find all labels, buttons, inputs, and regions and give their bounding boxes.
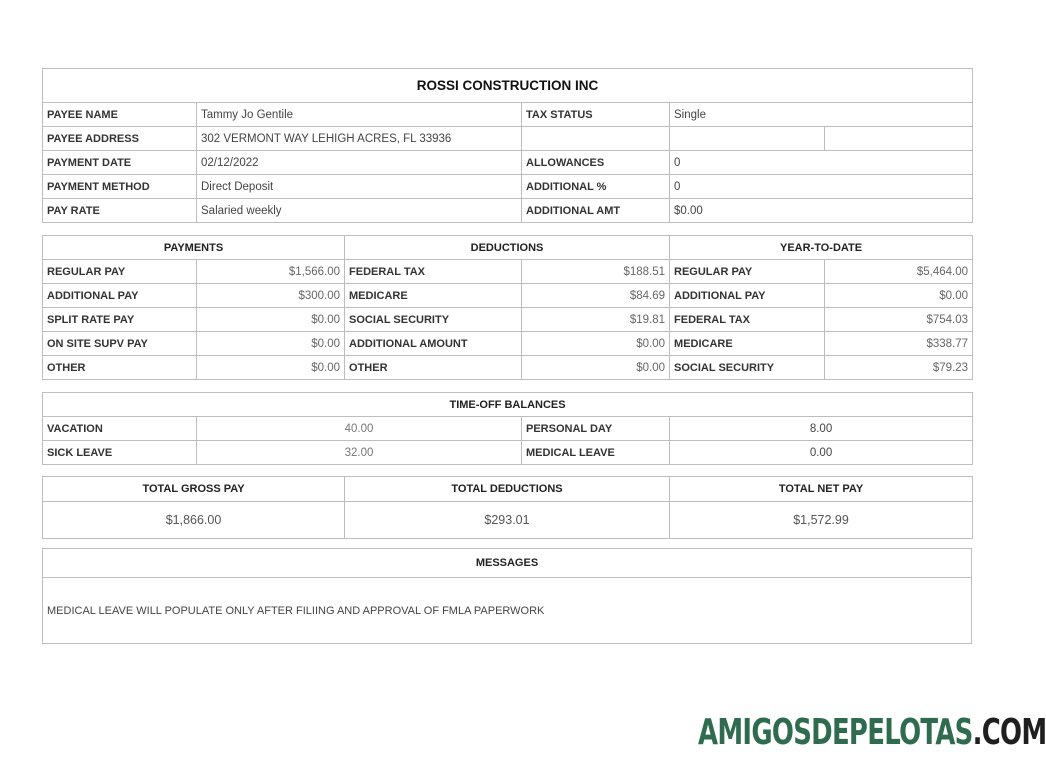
- deduction-value: $84.69: [522, 284, 670, 308]
- payment-label: OTHER: [43, 356, 197, 380]
- sick-leave-value: 32.00: [197, 441, 522, 465]
- totals-table: [42, 476, 973, 539]
- messages-table: [42, 548, 972, 644]
- payment-date: 02/12/2022: [197, 151, 522, 175]
- ytd-value: $754.03: [825, 308, 973, 332]
- messages-header: MESSAGES: [43, 549, 972, 578]
- ytd-value: $338.77: [825, 332, 973, 356]
- deduction-value: $0.00: [522, 356, 670, 380]
- tax-status: Single: [670, 103, 973, 127]
- table-row: [43, 332, 973, 356]
- deduction-value: $19.81: [522, 308, 670, 332]
- table-row: [43, 308, 973, 332]
- payment-value: $0.00: [197, 308, 345, 332]
- payment-method-label: PAYMENT METHOD: [43, 175, 197, 199]
- payment-date-label: PAYMENT DATE: [43, 151, 197, 175]
- allowances-label: ALLOWANCES: [522, 151, 670, 175]
- empty-cell: [825, 127, 973, 151]
- payment-label: ADDITIONAL PAY: [43, 284, 197, 308]
- payment-label: SPLIT RATE PAY: [43, 308, 197, 332]
- deduction-value: $188.51: [522, 260, 670, 284]
- payments-header: PAYMENTS: [43, 236, 345, 260]
- payment-value: $0.00: [197, 356, 345, 380]
- additional-amt-label: ADDITIONAL AMT: [522, 199, 670, 223]
- watermark-tld: .COM: [972, 712, 1046, 753]
- total-deductions-value: $293.01: [345, 502, 670, 539]
- ytd-label: FEDERAL TAX: [670, 308, 825, 332]
- additional-amt: $0.00: [670, 199, 973, 223]
- payment-value: $300.00: [197, 284, 345, 308]
- ytd-value: $0.00: [825, 284, 973, 308]
- deduction-label: FEDERAL TAX: [345, 260, 522, 284]
- pay-rate-label: PAY RATE: [43, 199, 197, 223]
- net-pay-value: $1,572.99: [670, 502, 973, 539]
- deduction-label: ADDITIONAL AMOUNT: [345, 332, 522, 356]
- ytd-label: REGULAR PAY: [670, 260, 825, 284]
- payment-value: $0.00: [197, 332, 345, 356]
- sick-leave-label: SICK LEAVE: [43, 441, 197, 465]
- additional-pct-label: ADDITIONAL %: [522, 175, 670, 199]
- timeoff-table: [42, 392, 973, 465]
- table-row: [43, 260, 973, 284]
- payment-label: ON SITE SUPV PAY: [43, 332, 197, 356]
- ytd-header: YEAR-TO-DATE: [670, 236, 973, 260]
- vacation-label: VACATION: [43, 417, 197, 441]
- deductions-header: DEDUCTIONS: [345, 236, 670, 260]
- tax-status-label: TAX STATUS: [522, 103, 670, 127]
- payee-name: Tammy Jo Gentile: [197, 103, 522, 127]
- payee-address-label: PAYEE ADDRESS: [43, 127, 197, 151]
- message-text: MEDICAL LEAVE WILL POPULATE ONLY AFTER FILIING AND APPROVAL OF FMLA PAPERWORK: [43, 578, 972, 644]
- deduction-label: SOCIAL SECURITY: [345, 308, 522, 332]
- table-row: [43, 284, 973, 308]
- company-name: ROSSI CONSTRUCTION INC: [43, 69, 973, 103]
- net-pay-label: TOTAL NET PAY: [670, 477, 973, 502]
- payee-address: 302 VERMONT WAY LEHIGH ACRES, FL 33936: [197, 127, 522, 151]
- ytd-label: ADDITIONAL PAY: [670, 284, 825, 308]
- payment-label: REGULAR PAY: [43, 260, 197, 284]
- empty-cell: [522, 127, 670, 151]
- deduction-value: $0.00: [522, 332, 670, 356]
- gross-pay-value: $1,866.00: [43, 502, 345, 539]
- payment-value: $1,566.00: [197, 260, 345, 284]
- ytd-label: SOCIAL SECURITY: [670, 356, 825, 380]
- deduction-label: MEDICARE: [345, 284, 522, 308]
- medical-leave-label: MEDICAL LEAVE: [522, 441, 670, 465]
- earnings-table: [42, 235, 973, 380]
- payment-method: Direct Deposit: [197, 175, 522, 199]
- deduction-label: OTHER: [345, 356, 522, 380]
- empty-cell: [670, 127, 825, 151]
- additional-pct: 0: [670, 175, 973, 199]
- payee-name-label: PAYEE NAME: [43, 103, 197, 127]
- ytd-value: $79.23: [825, 356, 973, 380]
- vacation-value: 40.00: [197, 417, 522, 441]
- total-deductions-label: TOTAL DEDUCTIONS: [345, 477, 670, 502]
- pay-rate: Salaried weekly: [197, 199, 522, 223]
- timeoff-header: TIME-OFF BALANCES: [43, 393, 973, 417]
- allowances: 0: [670, 151, 973, 175]
- table-row: [43, 356, 973, 380]
- gross-pay-label: TOTAL GROSS PAY: [43, 477, 345, 502]
- personal-day-label: PERSONAL DAY: [522, 417, 670, 441]
- medical-leave-value: 0.00: [670, 441, 973, 465]
- ytd-value: $5,464.00: [825, 260, 973, 284]
- watermark-logo: [698, 712, 1046, 753]
- ytd-label: MEDICARE: [670, 332, 825, 356]
- payee-info-table: [42, 68, 973, 223]
- watermark-name: AMIGOSDEPELOTAS: [698, 712, 973, 753]
- personal-day-value: 8.00: [670, 417, 973, 441]
